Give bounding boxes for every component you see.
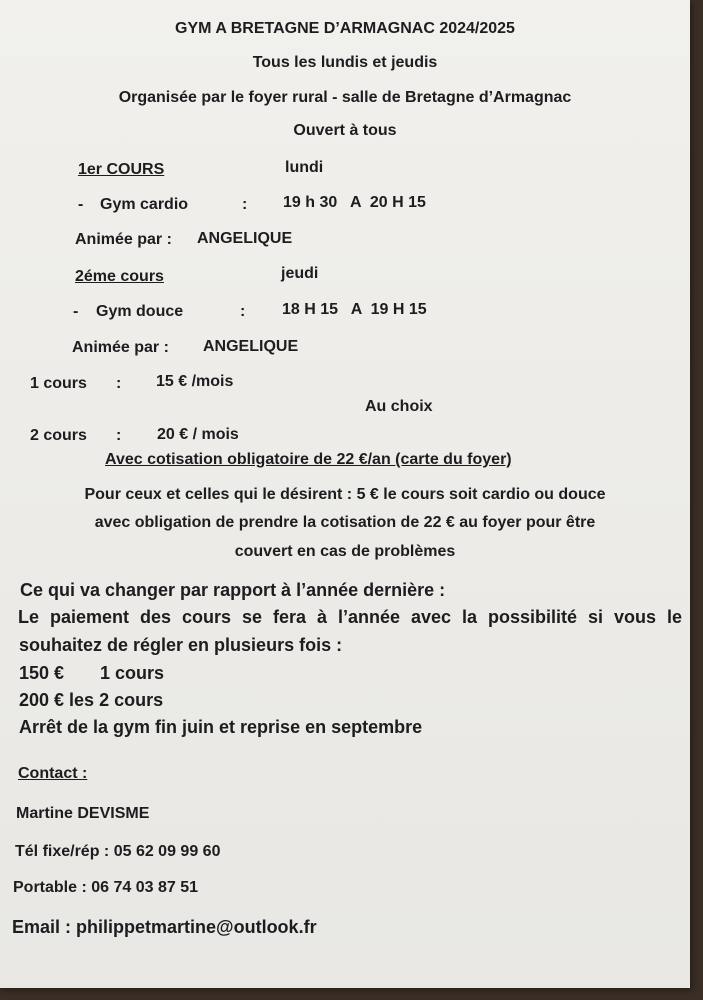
- course1-heading: 1er COURS: [78, 161, 165, 178]
- contact-mobile: Portable : 06 74 03 87 51: [13, 879, 198, 896]
- schedule-days: Tous les lundis et jeudis: [252, 54, 438, 71]
- price-one-label: 1 cours: [30, 375, 87, 392]
- course2-time: 18 H 15 A 19 H 15: [282, 301, 427, 318]
- course1-colon: :: [242, 196, 248, 213]
- organizer-line: Organisée par le foyer rural - salle de Bretagne d’Armagnac: [118, 89, 572, 106]
- price-2-cours: 200 € les 2 cours: [19, 690, 164, 710]
- changes-heading: Ce qui va changer par rapport à l’année dernière :: [20, 580, 446, 600]
- course2-day: jeudi: [281, 265, 319, 282]
- contact-heading: Contact :: [18, 765, 88, 782]
- flyer-title: GYM A BRETAGNE D’ARMAGNAC 2024/2025: [175, 20, 515, 37]
- changes-line2: souhaitez de régler en plusieurs fois :: [19, 635, 343, 655]
- price-one-value: 15 € /mois: [156, 373, 234, 390]
- price-two-label: 2 cours: [30, 427, 87, 444]
- price-1-cours-label: 1 cours: [100, 663, 165, 683]
- single-session-line1: Pour ceux et celles qui le désirent : 5 € le cours soit cardio ou douce: [84, 486, 606, 503]
- contact-name: Martine DEVISME: [16, 805, 150, 822]
- price-one-colon: :: [116, 375, 122, 392]
- price-two-value: 20 € / mois: [157, 426, 239, 443]
- contact-landline: Tél fixe/rép : 05 62 09 99 60: [15, 843, 221, 860]
- price-choice: Au choix: [365, 398, 433, 415]
- course1-instructor-label: Animée par :: [75, 231, 172, 248]
- cotisation-notice: Avec cotisation obligatoire de 22 €/an (carte du foyer): [105, 451, 512, 468]
- course2-heading: 2éme cours: [75, 268, 164, 285]
- course1-instructor: ANGELIQUE: [197, 230, 293, 247]
- changes-line1: Le paiement des cours se fera à l’année avec la possibilité si vous le: [18, 607, 682, 627]
- course1-time: 19 h 30 A 20 H 15: [283, 194, 426, 211]
- single-session-line3: couvert en cas de problèmes: [234, 543, 456, 560]
- course1-day: lundi: [285, 159, 324, 176]
- course2-name: Gym douce: [96, 303, 184, 320]
- course1-name: Gym cardio: [100, 196, 189, 213]
- course2-dash: -: [73, 303, 79, 320]
- contact-email: Email : philippetmartine@outlook.fr: [12, 917, 317, 937]
- open-to-all: Ouvert à tous: [293, 122, 397, 139]
- single-session-line2: avec obligation de prendre la cotisation de 22 € au foyer pour être: [94, 514, 596, 531]
- gym-stop-notice: Arrêt de la gym fin juin et reprise en septembre: [19, 717, 423, 737]
- course1-dash: -: [78, 196, 84, 213]
- course2-instructor-label: Animée par :: [72, 339, 169, 356]
- price-two-colon: :: [116, 427, 122, 444]
- price-1-cours-amount: 150 €: [19, 663, 65, 683]
- course2-instructor: ANGELIQUE: [203, 338, 299, 355]
- course2-colon: :: [240, 303, 246, 320]
